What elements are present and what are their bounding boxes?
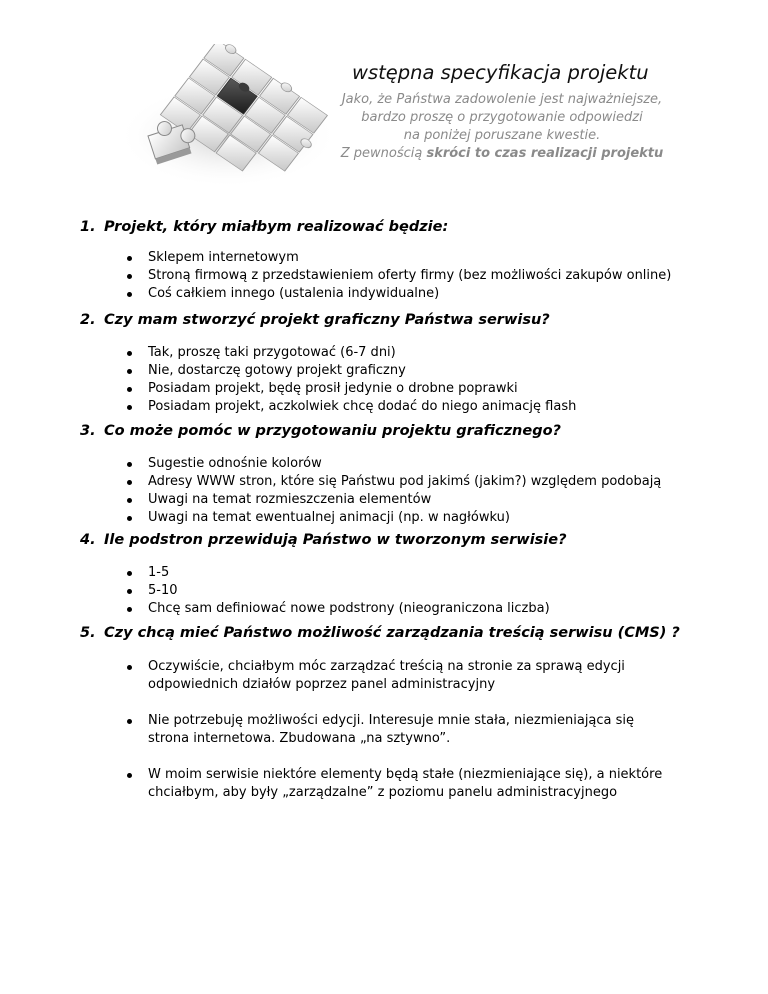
- intro-emphasis: skróci to czas realizacji projektu: [426, 146, 664, 161]
- bullet: [127, 351, 132, 356]
- option-text: Stroną firmową z przedstawieniem oferty firmy (bez możliwości zakupów online): [148, 268, 672, 283]
- question-1-title: [80, 219, 448, 235]
- option-text: Chcę sam definiować nowe podstrony (nieograniczona liczba): [148, 601, 550, 616]
- question-text: Czy mam stworzyć projekt graficzny Państwa serwisu?: [104, 312, 550, 328]
- option-text: Sklepem internetowym: [148, 250, 299, 265]
- list-item: [0, 658, 678, 694]
- question-1-options: [0, 249, 671, 303]
- list-item: [0, 249, 671, 267]
- list-item: [0, 473, 661, 491]
- intro-line: [326, 145, 678, 163]
- option-text: Sugestie odnośnie kolorów: [148, 456, 322, 471]
- bullet: [127, 256, 132, 261]
- puzzle-illustration: [118, 44, 340, 194]
- question-4-options: [0, 564, 550, 618]
- question-3-options: [0, 455, 661, 527]
- bullet: [127, 480, 132, 485]
- question-text: Czy chcą mieć Państwo możliwość zarządzania treścią serwisu (CMS) ?: [104, 625, 680, 641]
- bullet: [127, 719, 132, 724]
- list-item: [0, 380, 576, 398]
- question-number: 4.: [80, 532, 96, 548]
- option-text: W moim serwisie niektóre elementy będą stałe (niezmieniające się), a niektóre chciałbym, aby były „zarządzalne” z poziomu panelu administracyjnego: [148, 767, 663, 800]
- question-5-title: [80, 625, 680, 641]
- intro-text: [326, 91, 678, 163]
- bullet: [127, 589, 132, 594]
- option-text: 5-10: [148, 583, 178, 598]
- option-text: Uwagi na temat rozmieszczenia elementów: [148, 492, 432, 507]
- question-5-options: [0, 658, 678, 820]
- option-text: Tak, proszę taki przygotować (6-7 dni): [148, 345, 396, 360]
- bullet: [127, 665, 132, 670]
- option-text: Nie, dostarczę gotowy projekt graficzny: [148, 363, 406, 378]
- question-4-title: [80, 532, 567, 548]
- bullet: [127, 405, 132, 410]
- intro-line: na poniżej poruszane kwestie.: [403, 128, 601, 143]
- option-text: Coś całkiem innego (ustalenia indywidualne): [148, 286, 440, 301]
- question-2-options: [0, 344, 576, 416]
- list-item: [0, 600, 550, 618]
- list-item: [0, 267, 671, 285]
- bullet: [127, 274, 132, 279]
- option-text: Adresy WWW stron, które się Państwu pod jakimś (jakim?) względem podobają: [148, 474, 662, 489]
- list-item: [0, 362, 576, 380]
- bullet: [127, 607, 132, 612]
- question-number: 3.: [80, 423, 96, 439]
- intro-line: bardzo proszę o przygotowanie odpowiedzi: [361, 110, 643, 125]
- bullet: [127, 498, 132, 503]
- question-number: 1.: [80, 219, 96, 235]
- intro-line: Jako, że Państwa zadowolenie jest najważniejsze,: [341, 92, 663, 107]
- question-text: Ile podstron przewidują Państwo w tworzonym serwisie?: [104, 532, 567, 548]
- option-text: Nie potrzebuję możliwości edycji. Interesuje mnie stała, niezmieniająca się strona internetowa. Zbudowana „na sztywno”.: [148, 713, 635, 746]
- list-item: [0, 398, 576, 416]
- option-text: Oczywiście, chciałbym móc zarządzać treścią na stronie za sprawą edycji odpowiednich działów poprzez panel administracyjny: [148, 659, 625, 692]
- question-2-title: [80, 312, 550, 328]
- bullet: [127, 462, 132, 467]
- question-number: 5.: [80, 625, 96, 641]
- question-number: 2.: [80, 312, 96, 328]
- bullet: [127, 773, 132, 778]
- list-item: [0, 344, 576, 362]
- bullet: [127, 369, 132, 374]
- list-item: [0, 491, 661, 509]
- list-item: [0, 712, 678, 748]
- question-text: Projekt, który miałbym realizować będzie:: [104, 219, 449, 235]
- list-item: [0, 509, 661, 527]
- question-text: Co może pomóc w przygotowaniu projektu graficznego?: [104, 423, 561, 439]
- list-item: [0, 455, 661, 473]
- bullet: [127, 516, 132, 521]
- option-text: 1-5: [148, 565, 170, 580]
- list-item: [0, 582, 550, 600]
- bullet: [127, 387, 132, 392]
- page-title: wstępna specyfikacja projektu: [352, 61, 649, 84]
- bullet: [127, 292, 132, 297]
- option-text: Uwagi na temat ewentualnej animacji (np. w nagłówku): [148, 510, 510, 525]
- option-text: Posiadam projekt, aczkolwiek chcę dodać do niego animację flash: [148, 399, 577, 414]
- list-item: [0, 564, 550, 582]
- intro-prefix: Z pewnością: [340, 146, 427, 161]
- option-text: Posiadam projekt, będę prosił jedynie o drobne poprawki: [148, 381, 518, 396]
- question-3-title: [80, 423, 561, 439]
- list-item: [0, 285, 671, 303]
- bullet: [127, 571, 132, 576]
- list-item: [0, 766, 678, 802]
